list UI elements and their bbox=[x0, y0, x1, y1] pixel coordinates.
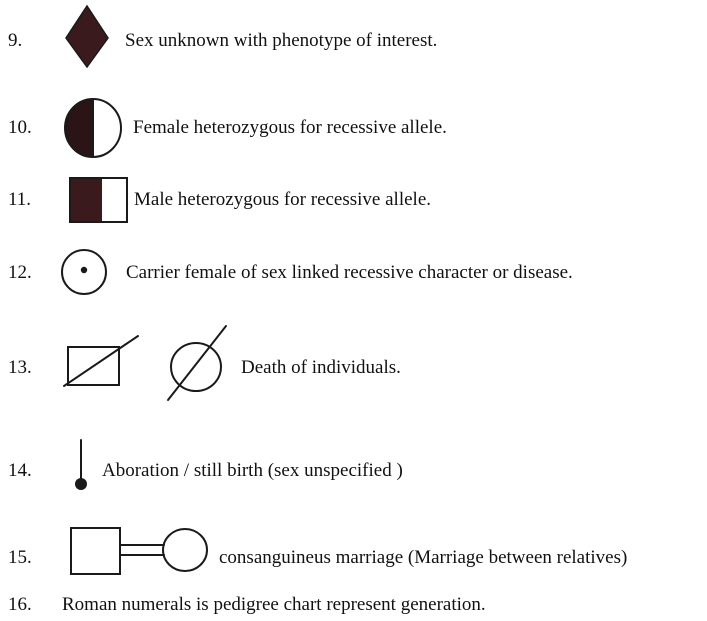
item-text: Male heterozygous for recessive allele. bbox=[134, 189, 432, 210]
item-text: Female heterozygous for recessive allele. bbox=[133, 117, 447, 138]
item-text: Aboration / still birth (sex unspecified ) bbox=[102, 460, 403, 481]
item-number: 9. bbox=[8, 30, 23, 51]
crossed-circle-icon bbox=[168, 326, 226, 400]
dotted-circle-icon bbox=[62, 250, 106, 294]
item-number: 14. bbox=[8, 460, 32, 481]
item-number: 13. bbox=[8, 357, 32, 378]
item-text: Roman numerals is pedigree chart represent generation. bbox=[62, 594, 486, 615]
item-number: 11. bbox=[8, 189, 32, 210]
half-filled-square-icon bbox=[70, 178, 127, 222]
filled-diamond-icon bbox=[66, 6, 108, 67]
item-number: 10. bbox=[8, 117, 32, 138]
half-filled-circle-icon bbox=[65, 99, 121, 157]
item-text: Sex unknown with phenotype of interest. bbox=[125, 30, 438, 51]
stem-dot-icon bbox=[75, 440, 87, 490]
item-number: 16. bbox=[8, 594, 32, 615]
item-text: consanguineus marriage (Marriage between relatives) bbox=[219, 547, 628, 568]
item-text: Carrier female of sex linked recessive character or disease. bbox=[126, 262, 573, 283]
item-text: Death of individuals. bbox=[241, 357, 401, 378]
crossed-square-icon bbox=[64, 336, 138, 386]
item-number: 12. bbox=[8, 262, 32, 283]
item-number: 15. bbox=[8, 547, 32, 568]
consanguineous-marriage-icon bbox=[71, 528, 207, 574]
